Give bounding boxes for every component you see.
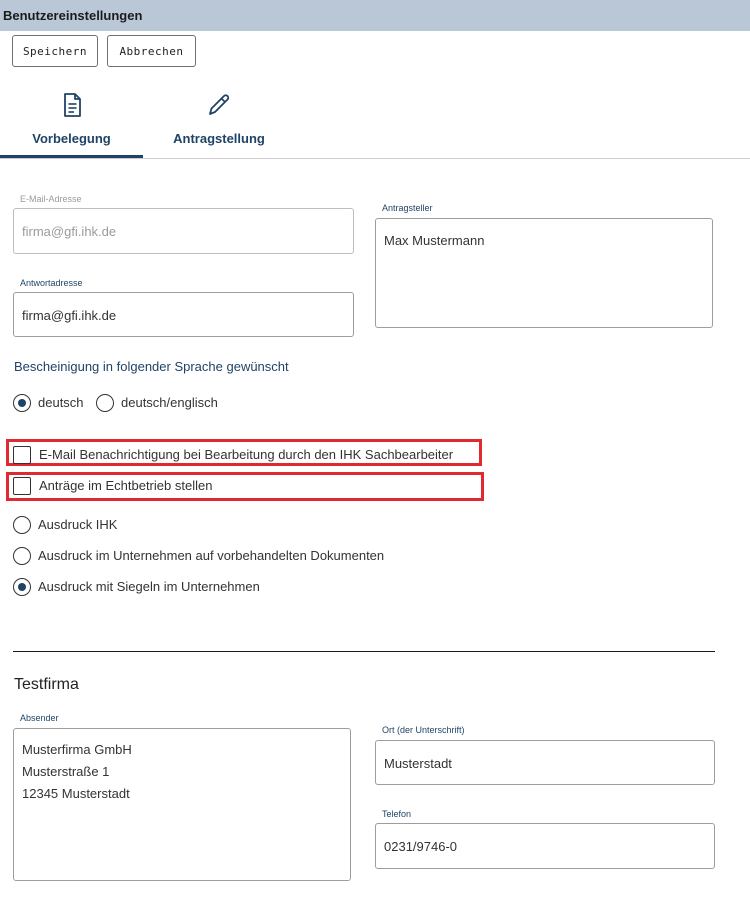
- radio-ausdruck-ihk-label: Ausdruck IHK: [38, 517, 118, 532]
- document-icon: [58, 91, 86, 119]
- radio-ausdruck-siegel[interactable]: [13, 578, 31, 596]
- radio-deutsch-englisch[interactable]: [96, 394, 114, 412]
- email-notification-label: E-Mail Benachrichtigung bei Bearbeitung durch den IHK Sachbearbeiter: [39, 447, 454, 462]
- tab-label: Antragstellung: [173, 131, 265, 146]
- language-question: Bescheinigung in folgender Sprache gewünscht: [14, 359, 289, 374]
- phone-field[interactable]: 0231/9746-0: [375, 823, 715, 869]
- sender-line: Musterfirma GmbH: [22, 742, 132, 757]
- email-notification-checkbox[interactable]: [13, 446, 31, 464]
- cancel-button[interactable]: Abbrechen: [107, 35, 196, 67]
- reply-address-label: Antwortadresse: [20, 278, 83, 288]
- place-label: Ort (der Unterschrift): [382, 725, 465, 735]
- live-operation-checkbox[interactable]: [13, 477, 31, 495]
- sender-line: Musterstraße 1: [22, 764, 110, 779]
- tab-label: Vorbelegung: [32, 131, 111, 146]
- applicant-field[interactable]: Max Mustermann: [375, 218, 713, 328]
- pencil-icon: [205, 91, 233, 119]
- sender-label: Absender: [20, 713, 59, 723]
- radio-deutsch-label: deutsch: [38, 395, 84, 410]
- window-titlebar: [0, 0, 750, 31]
- radio-deutsch[interactable]: [13, 394, 31, 412]
- live-operation-label: Anträge im Echtbetrieb stellen: [39, 478, 213, 493]
- company-heading: Testfirma: [14, 676, 79, 693]
- place-field[interactable]: Musterstadt: [375, 740, 715, 785]
- tabs-divider: [0, 158, 750, 159]
- radio-ausdruck-unternehmen-label: Ausdruck im Unternehmen auf vorbehandelten Dokumenten: [38, 548, 385, 563]
- tab-antragstellung[interactable]: [148, 88, 290, 159]
- email-field[interactable]: firma@gfi.ihk.de: [13, 208, 354, 254]
- radio-deutsch-englisch-label: deutsch/englisch: [121, 395, 218, 410]
- radio-ausdruck-unternehmen[interactable]: [13, 547, 31, 565]
- sender-field[interactable]: [13, 728, 351, 881]
- applicant-label: Antragsteller: [382, 203, 433, 213]
- save-button[interactable]: Speichern: [12, 35, 98, 67]
- radio-ausdruck-ihk[interactable]: [13, 516, 31, 534]
- email-label: E-Mail-Adresse: [20, 194, 82, 204]
- section-divider: [13, 651, 715, 652]
- phone-label: Telefon: [382, 809, 412, 819]
- reply-address-field[interactable]: firma@gfi.ihk.de: [13, 292, 354, 337]
- window-title: Benutzereinstellungen: [3, 8, 143, 23]
- sender-line: 12345 Musterstadt: [22, 786, 130, 801]
- tab-vorbelegung[interactable]: [0, 88, 143, 159]
- radio-ausdruck-siegel-label: Ausdruck mit Siegeln im Unternehmen: [38, 579, 260, 594]
